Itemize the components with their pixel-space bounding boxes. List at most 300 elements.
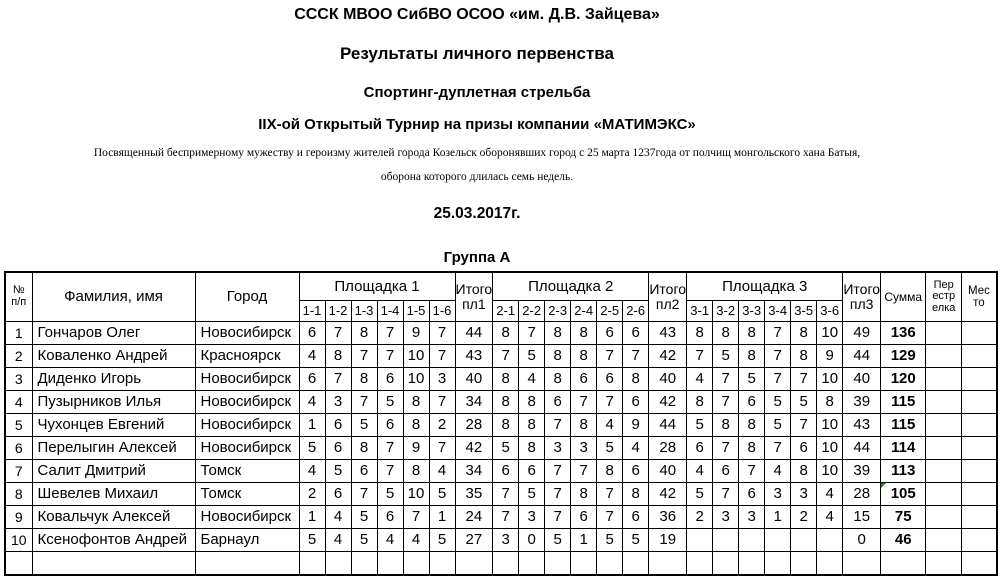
cell-score: 7	[377, 437, 403, 460]
cell-score: 8	[519, 437, 545, 460]
cell-stage2-total	[649, 552, 687, 576]
cell-score: 8	[545, 368, 571, 391]
cell-score: 6	[377, 506, 403, 529]
cell-stage3-total: 0	[843, 529, 881, 552]
cell-score: 3	[325, 391, 351, 414]
cell-score: 6	[597, 368, 623, 391]
cell-score: 8	[403, 460, 429, 483]
cell-score: 5	[519, 483, 545, 506]
cell-score: 7	[493, 506, 519, 529]
col-header-shootoff	[926, 272, 962, 322]
cell-score: 7	[429, 437, 455, 460]
col-header-shootoff-line2: естр	[932, 290, 956, 303]
cell-score: 5	[429, 529, 455, 552]
cell-stage1-total: 34	[455, 460, 493, 483]
cell-score: 6	[713, 460, 739, 483]
cell-score: 7	[713, 483, 739, 506]
cell-score	[623, 552, 649, 576]
cell-score: 7	[597, 483, 623, 506]
col-header-round-3-4: 3-4	[765, 301, 791, 322]
cell-score: 10	[817, 414, 843, 437]
cell-stage1-total: 43	[455, 345, 493, 368]
cell-score: 7	[351, 345, 377, 368]
table-row	[5, 391, 997, 414]
col-header-round-3-1: 3-1	[687, 301, 713, 322]
cell-place	[962, 506, 997, 529]
col-header-place-line2: то	[973, 297, 985, 309]
cell-score: 8	[351, 437, 377, 460]
cell-score: 4	[299, 391, 325, 414]
cell-score: 4	[687, 460, 713, 483]
cell-score: 5	[739, 368, 765, 391]
cell-score: 8	[351, 368, 377, 391]
cell-stage1-total: 35	[455, 483, 493, 506]
cell-stage2-total: 43	[649, 322, 687, 345]
cell-score: 4	[429, 460, 455, 483]
cell-score: 6	[623, 460, 649, 483]
cell-stage3-total: 44	[843, 345, 881, 368]
cell-score: 9	[817, 345, 843, 368]
cell-score: 5	[791, 391, 817, 414]
cell-score: 7	[429, 391, 455, 414]
cell-sum: 120	[881, 368, 926, 391]
cell-score: 7	[713, 391, 739, 414]
cell-score	[739, 552, 765, 576]
cell-score	[377, 552, 403, 576]
cell-rank: 9	[5, 506, 32, 529]
dedication-line-1: Посвященный беспримерному мужеству и героизму жителей города Козельск оборонявших город с 25 марта 1237года от полчищ монгольского хана Батыя,	[93, 147, 861, 159]
cell-score: 4	[299, 460, 325, 483]
col-header-total2-line1: Итого	[649, 281, 687, 298]
cell-stage2-total: 42	[649, 391, 687, 414]
cell-score: 1	[571, 529, 597, 552]
col-header-shootoff-line1: Пер	[933, 278, 954, 291]
cell-stage3-total: 49	[843, 322, 881, 345]
cell-sum: 46	[881, 529, 926, 552]
cell-shootoff	[926, 345, 962, 368]
col-header-name: Фамилия, имя	[32, 272, 195, 322]
cell-score: 8	[623, 368, 649, 391]
cell-score: 7	[493, 483, 519, 506]
cell-name: Гончаров Олег	[32, 322, 195, 345]
cell-name: Ксенофонтов Андрей	[32, 529, 195, 552]
cell-score: 4	[623, 437, 649, 460]
cell-score: 6	[545, 391, 571, 414]
page-title: Результаты личного первенства	[340, 44, 614, 63]
col-header-round-1-3: 1-3	[351, 301, 377, 322]
cell-shootoff	[926, 529, 962, 552]
cell-score: 7	[765, 368, 791, 391]
cell-place	[962, 437, 997, 460]
col-header-place-line1: Мес	[968, 284, 990, 297]
cell-score: 7	[545, 506, 571, 529]
cell-shootoff	[926, 368, 962, 391]
table-row	[5, 322, 997, 345]
cell-score: 8	[739, 322, 765, 345]
col-header-total3-line1: Итого	[843, 281, 881, 298]
cell-score: 6	[519, 460, 545, 483]
col-header-round-3-6: 3-6	[817, 301, 843, 322]
cell-score: 7	[545, 483, 571, 506]
col-header-total1	[455, 272, 493, 322]
cell-sum: 105	[881, 483, 926, 506]
cell-score: 10	[817, 322, 843, 345]
cell-score: 7	[739, 460, 765, 483]
cell-score: 7	[377, 322, 403, 345]
cell-score	[429, 552, 455, 576]
cell-score: 8	[739, 437, 765, 460]
cell-score: 7	[597, 345, 623, 368]
cell-score: 5	[299, 529, 325, 552]
cell-name: Диденко Игорь	[32, 368, 195, 391]
cell-score: 8	[571, 322, 597, 345]
cell-score: 8	[713, 322, 739, 345]
cell-shootoff	[926, 460, 962, 483]
cell-score: 5	[325, 460, 351, 483]
event-date: 25.03.2017г.	[433, 205, 521, 222]
cell-score: 2	[687, 506, 713, 529]
cell-score	[545, 552, 571, 576]
cell-stage3-total: 39	[843, 460, 881, 483]
cell-score	[817, 529, 843, 552]
cell-score	[817, 552, 843, 576]
col-header-round-2-5: 2-5	[597, 301, 623, 322]
table-row	[5, 552, 997, 576]
cell-stage1-total: 42	[455, 437, 493, 460]
cell-sum	[881, 552, 926, 576]
cell-score: 10	[817, 437, 843, 460]
cell-score: 6	[493, 460, 519, 483]
cell-score: 6	[377, 368, 403, 391]
cell-stage1-total: 34	[455, 391, 493, 414]
cell-score: 3	[791, 483, 817, 506]
cell-city	[195, 552, 299, 576]
cell-score: 8	[713, 414, 739, 437]
cell-score: 6	[571, 368, 597, 391]
cell-score: 3	[739, 506, 765, 529]
cell-score: 8	[403, 414, 429, 437]
cell-score: 7	[325, 368, 351, 391]
cell-score: 7	[403, 506, 429, 529]
table-row	[5, 437, 997, 460]
table-row	[5, 414, 997, 437]
cell-score: 5	[377, 483, 403, 506]
group-title: Группа А	[443, 249, 511, 266]
cell-score: 4	[765, 460, 791, 483]
cell-score: 6	[623, 391, 649, 414]
cell-score: 10	[817, 368, 843, 391]
cell-name: Коваленко Андрей	[32, 345, 195, 368]
col-header-place	[962, 272, 997, 322]
cell-score: 4	[325, 529, 351, 552]
cell-stage3-total: 28	[843, 483, 881, 506]
cell-score: 3	[765, 483, 791, 506]
cell-city: Новосибирск	[195, 368, 299, 391]
cell-score: 4	[817, 506, 843, 529]
cell-score: 1	[765, 506, 791, 529]
cell-sum: 113	[881, 460, 926, 483]
cell-score: 8	[519, 391, 545, 414]
cell-score: 5	[597, 529, 623, 552]
cell-shootoff	[926, 322, 962, 345]
cell-score: 7	[791, 368, 817, 391]
cell-score	[493, 552, 519, 576]
col-header-total3	[843, 272, 881, 322]
cell-score: 1	[299, 414, 325, 437]
cell-score: 8	[817, 391, 843, 414]
cell-score	[791, 529, 817, 552]
col-header-round-1-1: 1-1	[299, 301, 325, 322]
cell-rank: 2	[5, 345, 32, 368]
col-header-number-line2: п/п	[11, 296, 27, 308]
cell-rank: 8	[5, 483, 32, 506]
cell-stage2-total: 36	[649, 506, 687, 529]
cell-name: Перелыгин Алексей	[32, 437, 195, 460]
cell-score: 8	[519, 414, 545, 437]
cell-stage1-total: 24	[455, 506, 493, 529]
cell-place	[962, 483, 997, 506]
cell-score: 8	[739, 414, 765, 437]
cell-score: 3	[545, 437, 571, 460]
cell-score	[597, 552, 623, 576]
cell-score: 7	[429, 322, 455, 345]
cell-sum: 115	[881, 414, 926, 437]
cell-score: 6	[791, 437, 817, 460]
cell-score: 5	[351, 529, 377, 552]
col-header-number	[5, 272, 32, 322]
cell-name	[32, 552, 195, 576]
cell-score: 7	[351, 483, 377, 506]
cell-score	[739, 529, 765, 552]
col-header-area1: Площадка 1	[299, 272, 455, 301]
col-header-round-1-4: 1-4	[377, 301, 403, 322]
cell-city: Томск	[195, 460, 299, 483]
cell-score: 8	[571, 345, 597, 368]
cell-name: Шевелев Михаил	[32, 483, 195, 506]
cell-score: 7	[597, 506, 623, 529]
cell-score: 8	[493, 391, 519, 414]
cell-stage3-total: 15	[843, 506, 881, 529]
cell-stage1-total	[455, 552, 493, 576]
cell-stage2-total: 40	[649, 368, 687, 391]
cell-score: 4	[325, 506, 351, 529]
cell-score: 8	[791, 322, 817, 345]
cell-shootoff	[926, 414, 962, 437]
cell-rank: 7	[5, 460, 32, 483]
excel-error-marker-icon	[881, 483, 886, 488]
cell-score: 6	[687, 437, 713, 460]
cell-place	[962, 345, 997, 368]
cell-score	[299, 552, 325, 576]
cell-stage1-total: 40	[455, 368, 493, 391]
cell-score: 5	[519, 345, 545, 368]
org-title: СССК МВОО СибВО ОСОО «им. Д.В. Зайцева»	[294, 6, 660, 23]
cell-score: 5	[765, 414, 791, 437]
cell-score: 6	[325, 483, 351, 506]
col-header-area3: Площадка 3	[687, 272, 843, 301]
col-header-round-3-2: 3-2	[713, 301, 739, 322]
cell-rank: 6	[5, 437, 32, 460]
cell-score: 1	[299, 506, 325, 529]
cell-city: Барнаул	[195, 529, 299, 552]
cell-score: 8	[571, 414, 597, 437]
cell-score	[791, 552, 817, 576]
col-header-round-3-5: 3-5	[791, 301, 817, 322]
cell-stage2-total: 42	[649, 345, 687, 368]
cell-score: 5	[429, 483, 455, 506]
col-header-round-1-5: 1-5	[403, 301, 429, 322]
cell-place	[962, 552, 997, 576]
cell-score: 5	[713, 345, 739, 368]
cell-score: 4	[299, 345, 325, 368]
cell-stage3-total: 40	[843, 368, 881, 391]
cell-city: Новосибирск	[195, 414, 299, 437]
cell-score: 8	[791, 345, 817, 368]
cell-score: 8	[545, 322, 571, 345]
cell-score: 5	[623, 529, 649, 552]
cell-score: 6	[571, 506, 597, 529]
cell-score	[765, 529, 791, 552]
cell-score: 6	[299, 368, 325, 391]
cell-score	[519, 552, 545, 576]
cell-score: 10	[403, 368, 429, 391]
cell-score: 7	[377, 345, 403, 368]
cell-score: 2	[299, 483, 325, 506]
cell-score: 10	[403, 345, 429, 368]
col-header-total1-line1: Итого	[455, 281, 493, 298]
col-header-round-2-3: 2-3	[545, 301, 571, 322]
cell-score	[325, 552, 351, 576]
col-header-city: Город	[195, 272, 299, 322]
cell-stage3-total	[843, 552, 881, 576]
cell-score: 8	[739, 345, 765, 368]
cell-score: 8	[687, 322, 713, 345]
cell-score: 6	[623, 506, 649, 529]
cell-score: 7	[429, 345, 455, 368]
cell-stage1-total: 44	[455, 322, 493, 345]
cell-score: 9	[403, 322, 429, 345]
cell-score: 6	[351, 460, 377, 483]
cell-score: 3	[713, 506, 739, 529]
discipline-title: Спортинг-дуплетная стрельба	[363, 84, 591, 101]
cell-stage2-total: 19	[649, 529, 687, 552]
cell-name: Салит Дмитрий	[32, 460, 195, 483]
cell-shootoff	[926, 552, 962, 576]
col-header-sum: Сумма	[881, 272, 926, 322]
cell-city: Новосибирск	[195, 506, 299, 529]
col-header-shootoff-line3: елка	[932, 301, 956, 314]
cell-sum: 129	[881, 345, 926, 368]
cell-stage2-total: 44	[649, 414, 687, 437]
cell-score: 5	[687, 414, 713, 437]
cell-score: 8	[597, 460, 623, 483]
cell-score: 0	[519, 529, 545, 552]
cell-score: 7	[519, 322, 545, 345]
cell-score: 8	[687, 391, 713, 414]
cell-score: 8	[791, 460, 817, 483]
cell-name: Чухонцев Евгений	[32, 414, 195, 437]
cell-score: 3	[429, 368, 455, 391]
cell-shootoff	[926, 506, 962, 529]
col-header-round-2-4: 2-4	[571, 301, 597, 322]
cell-place	[962, 322, 997, 345]
cell-rank: 10	[5, 529, 32, 552]
cell-shootoff	[926, 437, 962, 460]
table-row	[5, 345, 997, 368]
cell-city: Новосибирск	[195, 322, 299, 345]
results-table	[4, 271, 998, 576]
cell-score: 8	[493, 414, 519, 437]
cell-score: 7	[765, 322, 791, 345]
cell-rank: 5	[5, 414, 32, 437]
cell-score: 10	[403, 483, 429, 506]
cell-stage2-total: 28	[649, 437, 687, 460]
cell-score: 5	[597, 437, 623, 460]
cell-score: 7	[623, 345, 649, 368]
cell-city: Новосибирск	[195, 391, 299, 414]
cell-score	[713, 529, 739, 552]
cell-stage3-total: 43	[843, 414, 881, 437]
col-header-total2	[649, 272, 687, 322]
cell-score: 1	[429, 506, 455, 529]
cell-sum: 136	[881, 322, 926, 345]
col-header-total2-line2: пл2	[655, 296, 680, 312]
col-header-round-1-2: 1-2	[325, 301, 351, 322]
cell-score	[713, 552, 739, 576]
col-header-total1-line2: пл1	[462, 296, 486, 312]
cell-score: 7	[687, 345, 713, 368]
cell-score: 4	[687, 368, 713, 391]
table-row	[5, 529, 997, 552]
cell-score: 8	[545, 345, 571, 368]
cell-score: 7	[493, 345, 519, 368]
cell-score: 5	[377, 391, 403, 414]
cell-sum: 115	[881, 391, 926, 414]
cell-score: 8	[351, 322, 377, 345]
cell-shootoff	[926, 483, 962, 506]
cell-score: 7	[713, 368, 739, 391]
cell-score: 6	[623, 322, 649, 345]
cell-place	[962, 391, 997, 414]
col-header-round-2-1: 2-1	[493, 301, 519, 322]
cell-score: 5	[765, 391, 791, 414]
col-header-number-line1: №	[12, 284, 25, 297]
cell-score: 6	[739, 483, 765, 506]
results-tbody	[5, 322, 997, 576]
cell-score: 8	[493, 368, 519, 391]
cell-score: 8	[571, 483, 597, 506]
cell-stage2-total: 40	[649, 460, 687, 483]
cell-score: 7	[571, 391, 597, 414]
cell-score: 6	[377, 414, 403, 437]
cell-score: 5	[545, 529, 571, 552]
cell-score: 4	[403, 529, 429, 552]
cell-place	[962, 529, 997, 552]
cell-score: 7	[765, 437, 791, 460]
cell-score: 5	[493, 437, 519, 460]
cell-rank: 4	[5, 391, 32, 414]
dedication-line-2: оборона которого длилась семь недель.	[380, 171, 574, 183]
cell-score	[687, 529, 713, 552]
cell-score: 10	[817, 460, 843, 483]
col-header-total3-line2: пл3	[849, 296, 874, 312]
cell-score: 2	[791, 506, 817, 529]
cell-place	[962, 414, 997, 437]
cell-score	[351, 552, 377, 576]
cell-score: 9	[623, 414, 649, 437]
cell-score: 4	[377, 529, 403, 552]
cell-score: 7	[545, 414, 571, 437]
